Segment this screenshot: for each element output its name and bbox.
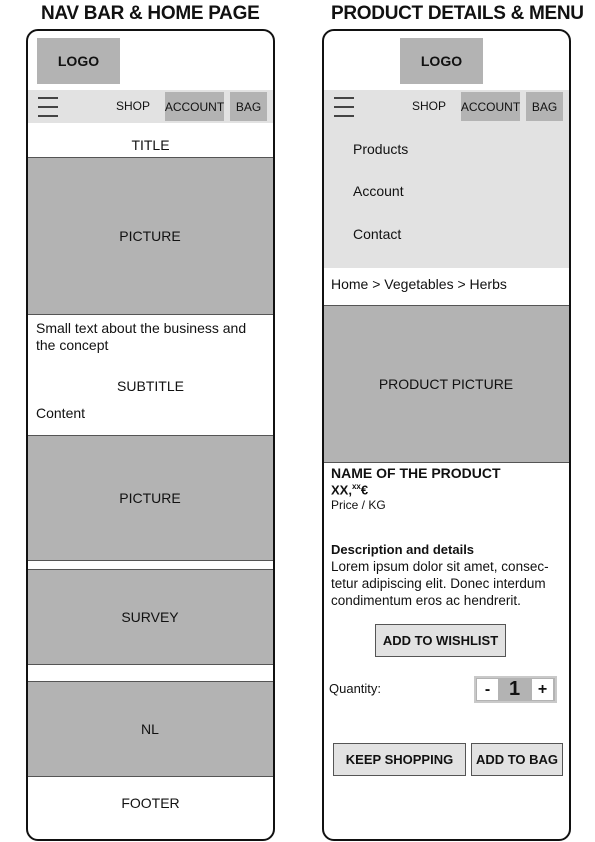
newsletter-section[interactable]: NL [26,681,274,777]
price-decimal: xx [351,482,361,491]
page-title: TITLE [131,137,170,153]
quantity-value[interactable]: 1 [508,678,521,700]
quantity-stepper [474,676,557,703]
price-unit: Price / KG [331,498,386,512]
product-name: NAME OF THE PRODUCT [331,465,501,481]
picture-2: PICTURE [26,435,274,561]
nav-bag[interactable]: BAG [526,92,563,121]
subtitle: SUBTITLE [117,378,184,394]
nav-account[interactable]: ACCOUNT [461,92,520,121]
add-to-wishlist-button[interactable]: ADD TO WISHLIST [375,624,506,657]
nav-shop[interactable]: SHOP [116,99,151,113]
product-page-wireframe [322,29,571,841]
decrease-quantity-button[interactable]: - [477,679,498,700]
intro-text: Small text about the business and the concept [36,320,247,353]
left-heading: NAV BAR & HOME PAGE [41,3,260,24]
add-to-bag-button[interactable]: ADD TO BAG [471,743,563,776]
nav-account[interactable]: ACCOUNT [165,92,224,121]
description-text: Lorem ipsum dolor sit amet, consec-tetur adipiscing elit. Donec interdum condimentum eros ac hendrerit. [331,559,549,608]
picture-1: PICTURE [26,157,274,315]
price-integer: XX, [331,482,352,498]
nav-bar [28,90,273,123]
home-page-wireframe [26,29,275,841]
nav-shop[interactable]: SHOP [412,99,447,113]
content-text: Content [36,405,86,421]
dropdown-menu [324,123,569,268]
menu-item-account[interactable]: Account [353,183,404,199]
product-price [331,482,368,497]
increase-quantity-button[interactable]: + [532,679,553,700]
menu-item-products[interactable]: Products [353,141,409,157]
survey-section[interactable]: SURVEY [26,569,274,665]
price-currency: € [360,482,369,498]
menu-item-contact[interactable]: Contact [353,226,402,242]
hamburger-menu-icon[interactable] [38,97,58,117]
logo[interactable]: LOGO [400,38,483,84]
quantity-label: Quantity: [329,681,382,696]
breadcrumb[interactable]: Home > Vegetables > Herbs [331,276,507,292]
product-picture: PRODUCT PICTURE [322,305,570,463]
logo[interactable]: LOGO [37,38,120,84]
right-heading: PRODUCT DETAILS & MENU [331,3,584,24]
hamburger-menu-icon[interactable] [334,97,354,117]
nav-bar [324,90,569,123]
keep-shopping-button[interactable]: KEEP SHOPPING [333,743,466,776]
description-title: Description and details [331,542,475,557]
footer: FOOTER [121,795,180,811]
nav-bag[interactable]: BAG [230,92,267,121]
